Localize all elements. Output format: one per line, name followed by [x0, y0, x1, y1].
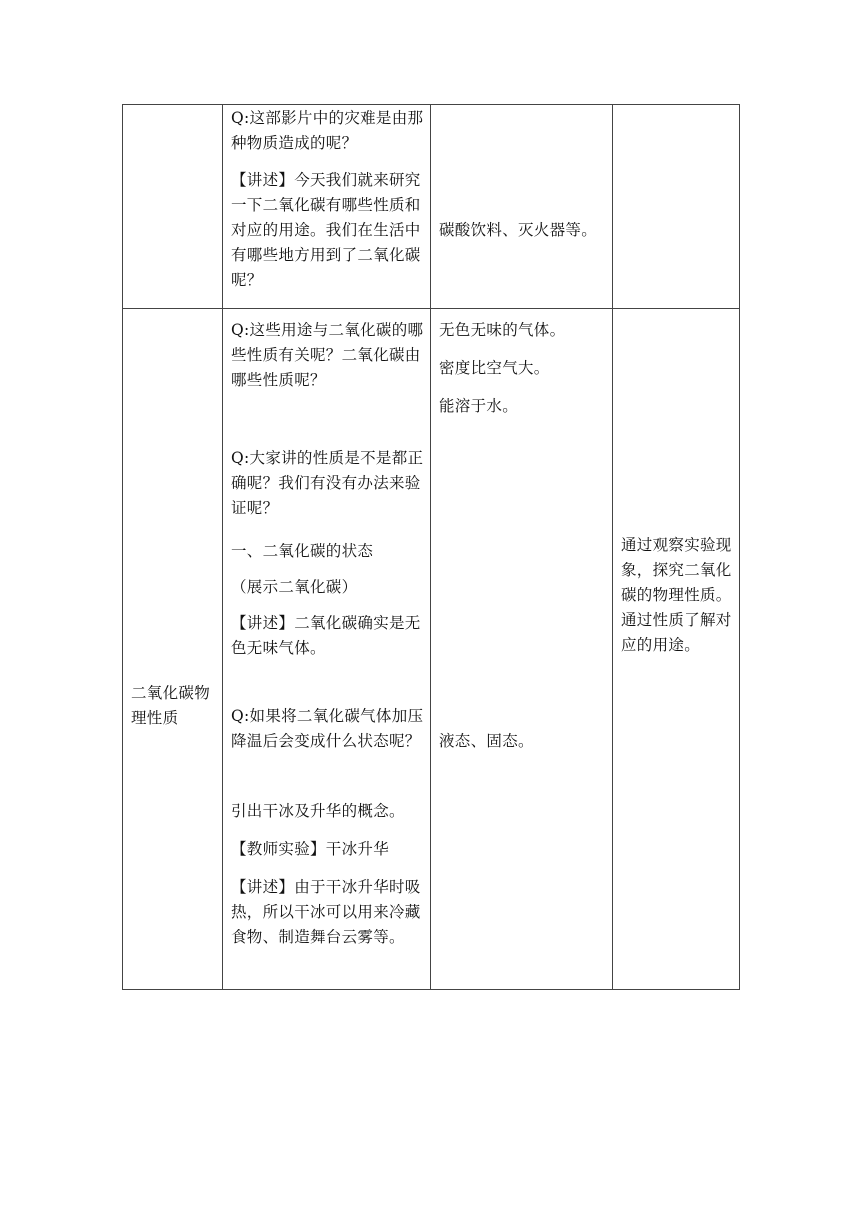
row2-teacher-activity-cell — [223, 309, 431, 990]
row1-student-activity-cell — [431, 105, 613, 309]
section-heading: 一、二氧化碳的状态 — [231, 542, 374, 560]
question-text: Q:这些用途与二氧化碳的哪些性质有关呢？二氧化碳由哪些性质呢？ — [231, 321, 424, 389]
lesson-plan-table — [122, 104, 740, 990]
row2-topic-cell — [123, 309, 223, 990]
demo-text: （展示二氧化碳） — [231, 578, 358, 596]
student-answer-text: 无色无味的气体。 — [439, 321, 566, 339]
topic-title: 二氧化碳物理性质 — [131, 684, 211, 727]
student-answer-text: 碳酸饮料、灭火器等。 — [439, 221, 598, 239]
table-row — [123, 105, 740, 309]
design-intent-text: 通过观察实验现象，探究二氧化碳的物理性质。通过性质了解对应的用途。 — [621, 536, 732, 654]
row1-design-intent-cell — [613, 105, 740, 309]
student-answer-text: 液态、固态。 — [439, 732, 534, 750]
table-row — [123, 309, 740, 990]
row1-teacher-activity-cell — [223, 105, 431, 309]
narration-text: 【讲述】二氧化碳确实是无色无味气体。 — [231, 614, 421, 657]
row2-student-activity-cell — [431, 309, 613, 990]
question-text: Q:大家讲的性质是不是都正确呢？我们有没有办法来验证呢？ — [231, 449, 424, 517]
question-text: Q:这部影片中的灾难是由那种物质造成的呢？ — [231, 109, 424, 152]
row2-design-intent-cell — [613, 309, 740, 990]
narration-text: 【讲述】今天我们就来研究一下二氧化碳有哪些性质和对应的用途。我们在生活中有哪些地方用到了二氧化碳呢？ — [231, 171, 421, 289]
concept-text: 引出干冰及升华的概念。 — [231, 802, 405, 820]
narration-text: 【讲述】由于干冰升华时吸热，所以干冰可以用来冷藏食物、制造舞台云雾等。 — [231, 878, 421, 946]
question-text: Q:如果将二氧化碳气体加压降温后会变成什么状态呢？ — [231, 707, 424, 750]
row1-topic-cell — [123, 105, 223, 309]
student-answer-text: 密度比空气大。 — [439, 359, 550, 377]
experiment-text: 【教师实验】干冰升华 — [231, 840, 390, 858]
student-answer-text: 能溶于水。 — [439, 397, 519, 415]
